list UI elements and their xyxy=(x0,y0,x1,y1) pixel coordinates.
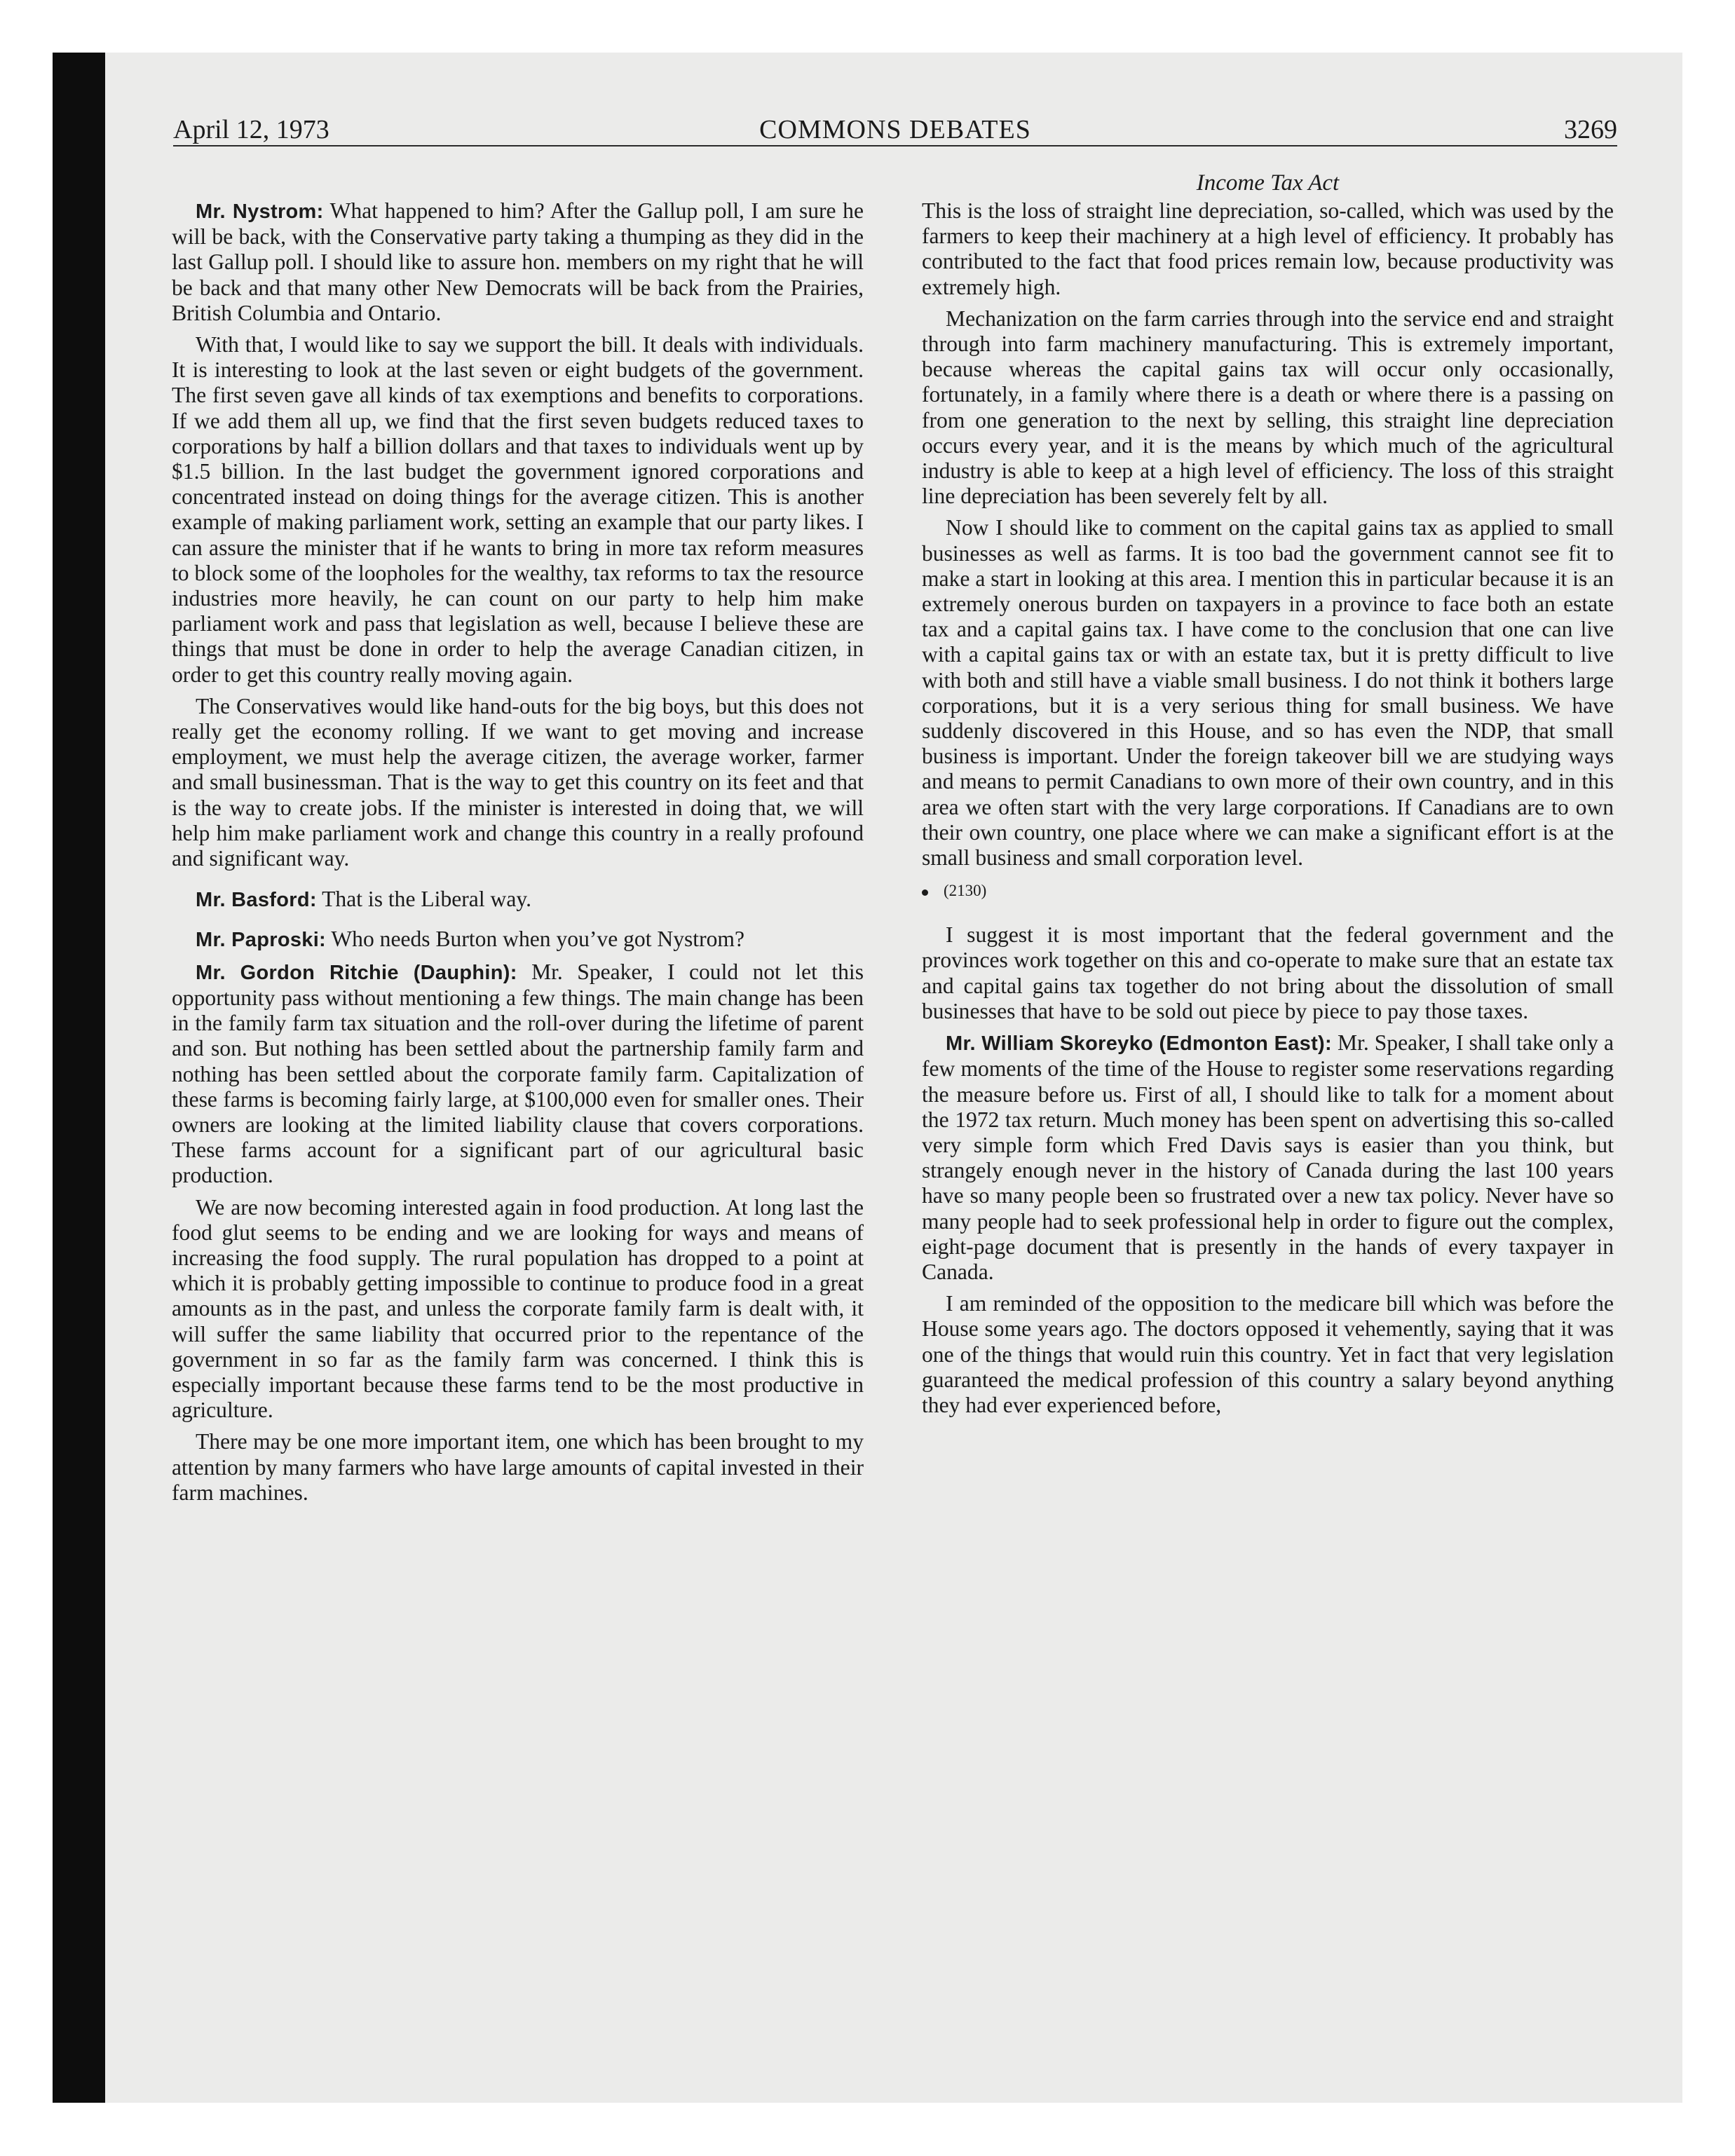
speaker-name: Mr. Paproski: xyxy=(196,929,327,952)
paragraph: The Conservatives would like hand-outs for the big boys, but this does not really get the economy rolling. If we want to get moving and increase employment, we must help the average citizen, the average worker, farmer and small businessman. That is the way to get this country on its feet and that is the way to create jobs. If the minister is interested in doing that, we will help him make parliament work and change this country in a really profound and significant way. xyxy=(172,693,864,871)
paragraph xyxy=(172,887,864,913)
paragraph: We are now becoming interested again in food production. At long last the food glut seems to be ending and we are looking for ways and means of increasing the food supply. The rural population has dropped to a point at which it is probably getting impossible to continue to produce food in a great amounts as in the past, and unless the corporate family farm is dealt with, it will suffer the same liability that occurred prior to the repentance of the government in so far as the family farm was concerned. I think this is especially important because these farms tend to be the most productive in agriculture. xyxy=(172,1194,864,1423)
paragraph: This is the loss of straight line depreciation, so-called, which was used by the farmers to keep their machinery at a high level of efficiency. It probably has contributed to the fact that food prices remain low, because productivity was extremely high. xyxy=(922,198,1614,299)
header-title: COMMONS DEBATES xyxy=(759,115,1031,144)
speech-text: Who needs Burton when you’ve got Nystrom? xyxy=(326,927,744,952)
speech-text: That is the Liberal way. xyxy=(316,887,531,912)
left-column xyxy=(172,198,864,1512)
running-head: Income Tax Act xyxy=(1196,170,1340,196)
speaker-name: Mr. Basford: xyxy=(196,889,317,912)
paragraph: With that, I would like to say we support the bill. It deals with individuals. It is interesting to look at the last seven or eight budgets of the government. The first seven gave all kinds of tax exemptions and benefits to corporations. If we add them all up, we find that the first seven budgets reduced taxes to corporations by half a billion dollars and that taxes to individuals went up by $1.5 billion. In the last budget the government ignored corporations and concentrated instead on doing things for the average citizen. This is another example of making parliament work, setting an example that our party likes. I can assure the minister that if he wants to bring in more tax reform measures to block some of the loopholes for the wealthy, tax reforms to tax the resource industries more heavily, he can count on our party to help him make parliament work and pass that legislation as well, because I believe these are things that must be done in order to help the average Canadian citizen, in order to get this country really moving again. xyxy=(172,332,864,687)
time-marker-label: (2130) xyxy=(944,882,987,900)
paragraph: Mechanization on the farm carries through into the service end and straight through into farm machinery manufacturing. This is extremely important, because whereas the capital gains tax will occur only occasionally, fortunately, in a family where there is a death or where there is a passing on from one generation to the next by selling, this straight line depreciation occurs every year, and it is the means by which much of the agricultural industry is able to keep at a high level of efficiency. The loss of this straight line depreciation has been severely felt by all. xyxy=(922,306,1614,509)
paragraph: I suggest it is most important that the federal government and the provinces work together on this and co-operate to make sure that an estate tax and capital gains tax together do not bring about the dissolution of small businesses that have to be sold out piece by piece to pay those taxes. xyxy=(922,922,1614,1023)
scanned-page xyxy=(53,53,1682,2103)
paragraph: I am reminded of the opposition to the medicare bill which was before the House some years ago. The doctors opposed it vehemently, saying that it was one of the things that would ruin this country. Yet in fact that very legislation guaranteed the medical profession of this country a salary beyond anything they had ever experienced before, xyxy=(922,1291,1614,1417)
speaker-name: Mr. Gordon Ritchie (Dauphin): xyxy=(196,961,517,984)
header-page-number: 3269 xyxy=(1564,115,1617,144)
header-date: April 12, 1973 xyxy=(173,115,329,144)
speech-text: Mr. Speaker, I could not let this opportunity pass without mentioning a few things. The main change has been in the family farm tax situation and the roll-over during the lifetime of parent and son. But nothing has been settled about the partnership family farm and nothing has been settled about the corporate family farm. Capitalization of these farms is becoming fairly large, at $100,000 even for smaller ones. Their owners are looking at the limited liability clause that covers corporations. These farms account for a significant part of our agricultural basic production. xyxy=(172,959,864,1188)
paragraph: There may be one more important item, one which has been brought to my attention by many farmers who have large amounts of capital invested in their farm machines. xyxy=(172,1429,864,1505)
time-marker xyxy=(922,880,1614,901)
paragraph xyxy=(922,1030,1614,1285)
speech-text: Mr. Speaker, I shall take only a few moments of the time of the House to register some reservations regarding the measure before us. First of all, I should like to talk for a moment about the 1972 tax return. Much money has been spent on advertising this so-called very simple form which Fred Davis says is easier than you think, but strangely enough never in the history of Canada during the last 100 years have so many people been so frustrated over a new tax policy. Never have so many people had to seek professional help in order to figure out the complex, eight-page document that is presently in the hands of every taxpayer in Canada. xyxy=(922,1030,1614,1284)
paragraph xyxy=(172,960,864,1189)
header-rule xyxy=(173,145,1617,146)
paragraph xyxy=(172,927,864,953)
bullet-icon xyxy=(922,889,928,896)
paragraph xyxy=(172,198,864,326)
scan-edge-bar xyxy=(53,53,105,2103)
speaker-name: Mr. William Skoreyko (Edmonton East): xyxy=(946,1032,1332,1056)
paragraph: Now I should like to comment on the capital gains tax as applied to small businesses as well as farms. It is too bad the government cannot see fit to make a start in looking at this area. I mention this in particular because it is an extremely onerous burden on taxpayers in a province to face both an estate tax and a capital gains tax. I have come to the conclusion that one can live with a capital gains tax or with an estate tax, but it is pretty difficult to live with both and still have a viable small business. I do not think it bothers large corporations, but it is a very serious thing for small business. We have suddenly discovered in this House, and so has even the NDP, that small business is important. Under the foreign takeover bill we are studying ways and means to permit Canadians to own more of their own country, and in this area we often start with the very large corporations. If Canadians are to own their own country, one place where we can make a significant effort is at the small business and small corporation level. xyxy=(922,515,1614,871)
right-column xyxy=(922,198,1614,1424)
speech-text: What happened to him? After the Gallup poll, I am sure he will be back, with the Conservative party taking a thumping as they did in the last Gallup poll. I should like to assure hon. members on my right that he will be back and that many other New Democrats will be back from the Prairies, British Columbia and Ontario. xyxy=(172,198,864,325)
speaker-name: Mr. Nystrom: xyxy=(196,200,324,223)
page-header xyxy=(173,114,1617,146)
